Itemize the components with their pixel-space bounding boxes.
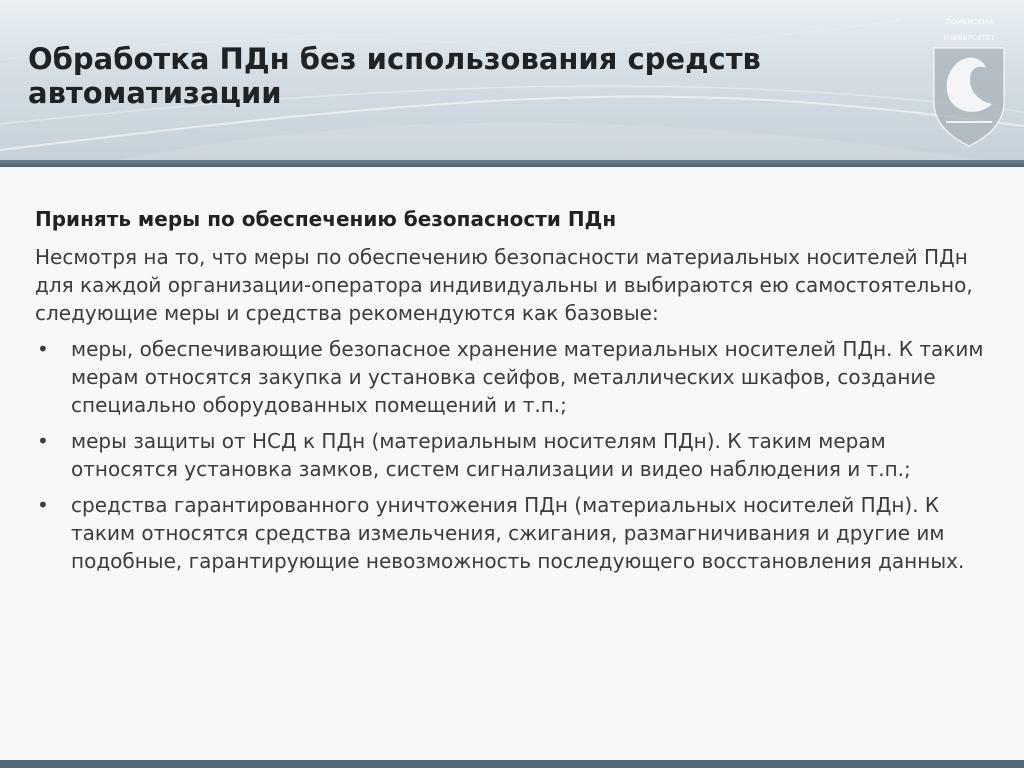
bullet-text: меры защиты от НСД к ПДн (материальным носителям ПДн). К таким мерам относятся установка замков, систем сигнализации и видео наблюдения и т.п.; <box>71 429 911 481</box>
slide-title: Обработка ПДн без использования средств автоматизации <box>28 42 761 110</box>
bullet-dot-icon: • <box>37 493 49 517</box>
bullet-text: меры, обеспечивающие безопасное хранение материальных носителей ПДн. К таким мерам относятся закупка и установка сейфов, металлических шкафов, создание специально оборудованных помещений и т.п.; <box>71 337 984 417</box>
bullet-text: средства гарантированного уничтожения ПДн (материальных носителей ПДн). К таким относятся средства измельчения, сжигания, размагничивания и другие им подобные, гарантирующие невозможность последующего восстановления данных. <box>71 493 965 573</box>
header-divider <box>0 160 1024 167</box>
svg-text:ТЮМЕНСКИЙ: ТЮМЕНСКИЙ <box>945 18 993 26</box>
slide-header <box>0 0 1024 160</box>
content-subheading: Принять меры по обеспечению безопасности ПДн <box>35 207 617 231</box>
footer-divider <box>0 760 1024 768</box>
university-emblem-icon <box>926 10 1012 150</box>
bullet-list <box>35 335 995 575</box>
svg-text:УНИВЕРСИТЕТ: УНИВЕРСИТЕТ <box>943 34 995 42</box>
bullet-item <box>35 491 995 575</box>
bullet-item <box>35 427 995 483</box>
intro-paragraph: Несмотря на то, что меры по обеспечению безопасности материальных носителей ПДн для каждой организации-оператора индивидуальны и выбираются ею самостоятельно, следующие меры и средства рекомендуются как базовые: <box>35 245 973 325</box>
bullet-dot-icon: • <box>37 429 49 453</box>
bullet-item <box>35 335 995 419</box>
bullet-dot-icon: • <box>37 337 49 361</box>
slide-content <box>35 206 995 583</box>
